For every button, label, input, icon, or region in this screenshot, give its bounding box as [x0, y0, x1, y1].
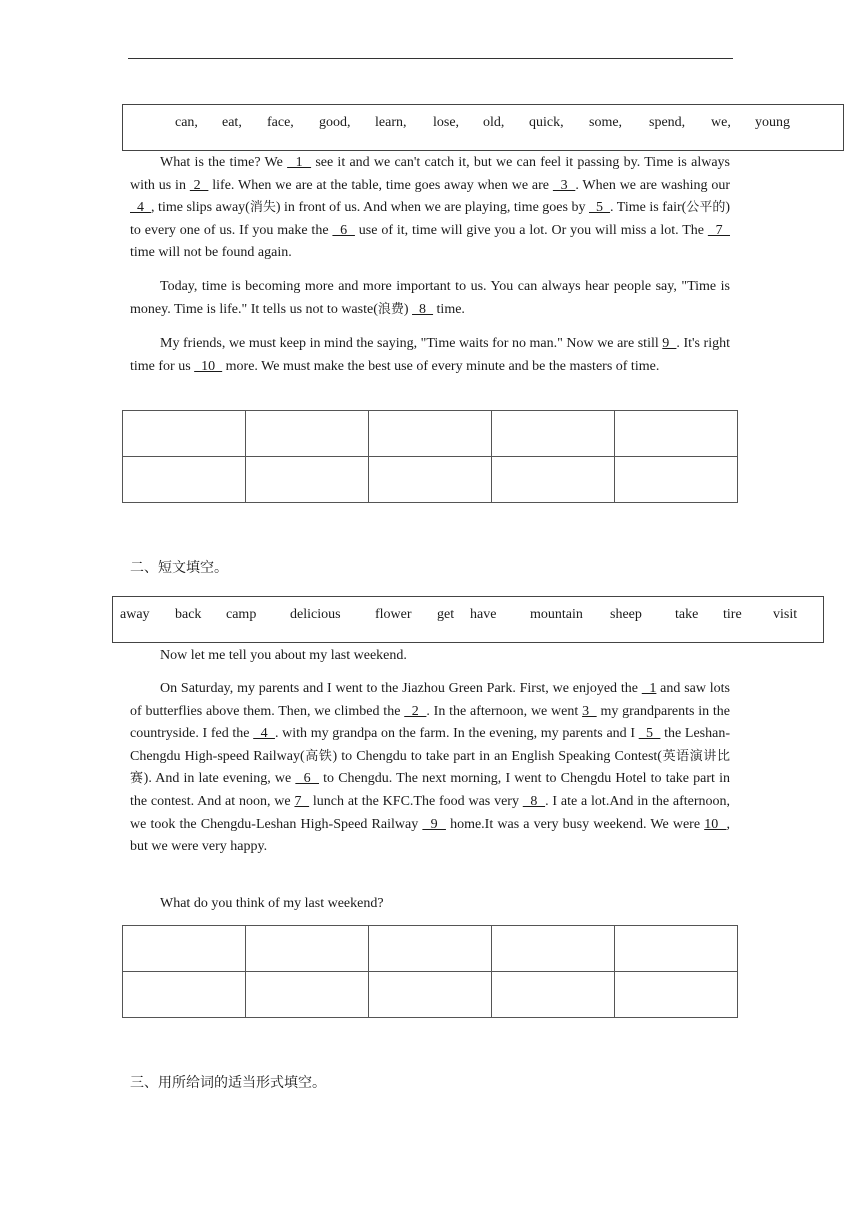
- blank: 9: [422, 816, 446, 832]
- word-bank-1-item: eat,: [222, 115, 242, 130]
- answer-cell[interactable]: [615, 411, 738, 457]
- word-bank-2-item: delicious: [290, 607, 341, 622]
- word-bank-2-item: get: [437, 607, 455, 622]
- answer-cell[interactable]: [369, 411, 492, 457]
- word-bank-2-item: have: [470, 607, 497, 622]
- passage-1-paragraph-1: What is the time? We 1 see it and we can't catch it, but we can feel it passing by. Time is always with us in 2 life. When we are at the table, time goes away when we are 3 . When we are washing our 4 , time slips away(消失) in front of us. And when we are playing, time goes by 5 . Time is fair(公平的) to every one of us. If you make the 6 use of it, time will give you a lot. Or you will miss a lot. The 7 time will not be found again.: [130, 155, 731, 261]
- answer-cell[interactable]: [492, 972, 615, 1018]
- section-2-heading: 二、短文填空。: [130, 560, 228, 576]
- answer-cell[interactable]: [492, 411, 615, 457]
- answer-cell[interactable]: [246, 926, 369, 972]
- top-rule: [128, 58, 733, 59]
- answer-cell[interactable]: [615, 972, 738, 1018]
- blank: 10: [194, 358, 223, 374]
- blank: 3: [552, 177, 576, 193]
- answer-grid-1: [122, 410, 738, 503]
- blank: 5: [638, 726, 661, 742]
- answer-cell[interactable]: [246, 411, 369, 457]
- passage-2-question: What do you think of my last weekend?: [160, 896, 384, 911]
- passage-1-paragraph-3: My friends, we must keep in mind the saying, "Time waits for no man." Now we are still 9 . It's right time for us 10 more. We must make the best use of every minute and be the masters of time.: [130, 336, 731, 374]
- word-bank-2-item: take: [675, 607, 699, 622]
- word-bank-2-item: sheep: [610, 607, 642, 622]
- word-bank-2-item: visit: [773, 607, 798, 622]
- word-bank-2-item: mountain: [530, 607, 583, 622]
- blank: 1: [287, 155, 312, 170]
- answer-cell[interactable]: [369, 457, 492, 503]
- blank: 7: [707, 222, 730, 238]
- word-bank-1-item: lose,: [433, 115, 460, 130]
- answer-cell[interactable]: [369, 972, 492, 1018]
- word-bank-1-item: spend,: [649, 115, 686, 130]
- word-bank-1-item: can,: [175, 115, 198, 130]
- answer-cell[interactable]: [123, 411, 246, 457]
- word-bank-1-item: some,: [589, 115, 623, 130]
- answer-cell[interactable]: [615, 457, 738, 503]
- word-bank-1-item: young: [755, 115, 790, 130]
- word-bank-2-item: camp: [226, 607, 257, 622]
- answer-cell[interactable]: [492, 457, 615, 503]
- answer-grid-2: [122, 925, 738, 1018]
- answer-cell[interactable]: [123, 972, 246, 1018]
- section-3-heading: 三、用所给词的适当形式填空。: [130, 1075, 326, 1091]
- word-bank-2: [112, 596, 824, 643]
- answer-cell[interactable]: [246, 457, 369, 503]
- word-bank-1-item: learn,: [375, 115, 407, 130]
- passage-1-paragraph-2: Today, time is becoming more and more important to us. You can always hear people say, "Time is money. Time is life." It tells us not to waste(浪费) 8 time.: [130, 279, 730, 317]
- word-bank-1-item: face,: [267, 115, 294, 130]
- word-bank-2-item: tire: [723, 607, 742, 622]
- answer-cell[interactable]: [615, 926, 738, 972]
- blank: 6: [295, 771, 319, 787]
- blank: 6: [332, 222, 355, 238]
- blank: 2: [189, 177, 209, 193]
- answer-cell[interactable]: [123, 926, 246, 972]
- blank: 4: [253, 726, 275, 742]
- word-bank-2-item: away: [120, 607, 150, 622]
- blank: 7: [294, 793, 310, 809]
- answer-cell[interactable]: [492, 926, 615, 972]
- passage-2-intro: Now let me tell you about my last weekend.: [160, 648, 407, 663]
- word-bank-1-item: quick,: [529, 115, 564, 130]
- blank: 2: [404, 703, 427, 719]
- word-bank-1-item: we,: [711, 115, 731, 130]
- blank: 9: [662, 336, 677, 351]
- blank: 3: [582, 703, 597, 719]
- blank: 1: [641, 681, 657, 696]
- word-bank-1-item: old,: [483, 115, 505, 130]
- word-bank-1: [122, 104, 844, 151]
- word-bank-2-item: flower: [375, 607, 412, 622]
- word-bank-1-item: good,: [319, 115, 351, 130]
- passage-2-paragraph: On Saturday, my parents and I went to the Jiazhou Green Park. First, we enjoyed the 1 and saw lots of butterflies above them. Then, we climbed the 2 . In the afternoon, we went 3 my grandparents in the countryside. I fed the 4 . with my grandpa on the farm. In the evening, my parents and I 5 the Leshan-Chengdu High-speed Railway(高铁) to Chengdu to take part in an English Speaking Contest(英语演讲比赛). And in late evening, we 6 to Chengdu. The next morning, I went to Chengdu Hotel to take part in the contest. And at noon, we 7 lunch at the KFC.The food was very 8 . I ate a lot.And in the afternoon, we took the Chengdu-Leshan High-Speed Railway 9 home.It was a very busy weekend. We were 10 , but we were very happy.: [130, 681, 731, 855]
- blank: 8: [522, 793, 546, 809]
- answer-cell[interactable]: [123, 457, 246, 503]
- blank: 4: [130, 200, 152, 216]
- answer-cell[interactable]: [369, 926, 492, 972]
- blank: 5: [588, 200, 611, 216]
- answer-cell[interactable]: [246, 972, 369, 1018]
- blank: 10: [704, 816, 727, 832]
- blank: 8: [412, 301, 434, 317]
- word-bank-2-item: back: [175, 607, 202, 622]
